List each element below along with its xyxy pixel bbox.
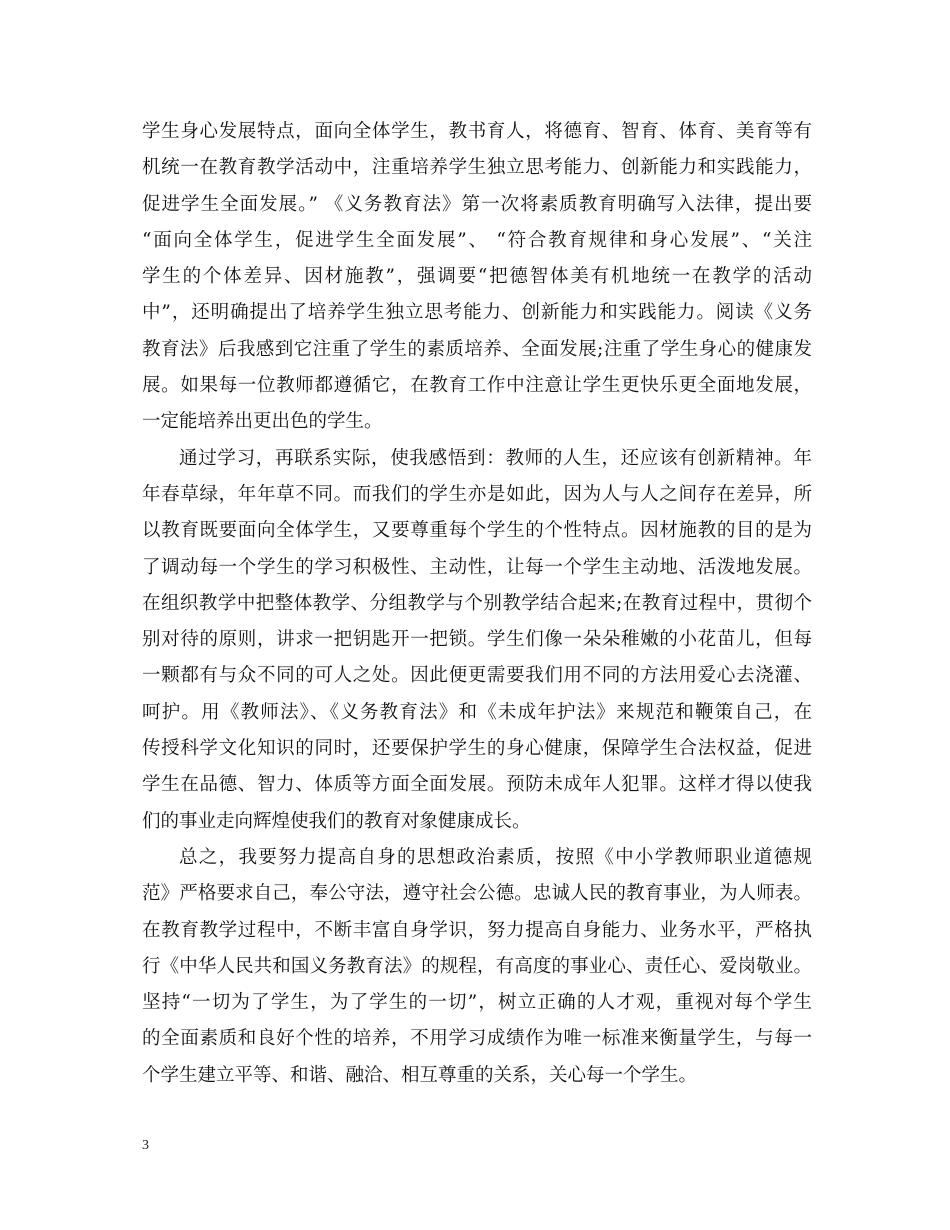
text-line: “面向全体学生，促进学生全面发展”、 “符合教育规律和身心发展”、“关注 xyxy=(142,229,812,251)
text-line: 促进学生全面发展。” 《义务教育法》第一次将素质教育明确写入法律，提出要 xyxy=(142,193,812,215)
text-line: 呵护。用《教师法》、《义务教育法》和《未成年护法》来规范和鞭策自己，在 xyxy=(142,701,812,723)
text-line: 中”，还明确提出了培养学生独立思考能力、创新能力和实践能力。阅读《义务 xyxy=(142,302,812,324)
text-line: 展。如果每一位教师都遵循它，在教育工作中注意让学生更快乐更全面地发展， xyxy=(142,375,812,397)
body-text xyxy=(142,114,812,1094)
text-line: 学生身心发展特点，面向全体学生，教书育人，将德育、智育、体育、美育等有 xyxy=(142,121,812,142)
text-line: 了调动每一个学生的学习积极性、主动性，让每一个学生主动地、活泼地发展。 xyxy=(142,556,812,578)
text-line: 范》严格要求自己，奉公守法，遵守社会公德。忠诚人民的教育事业，为人师表。 xyxy=(142,883,812,905)
text-line: 教育法》后我感到它注重了学生的素质培养、全面发展;注重了学生身心的健康发 xyxy=(142,338,812,360)
text-line: 一颗都有与众不同的可人之处。因此便更需要我们用不同的方法用爱心去浇灌、 xyxy=(142,665,812,687)
text-line: 行《中华人民共和国义务教育法》的规程，有高度的事业心、责任心、爱岗敬业。 xyxy=(142,955,812,977)
text-line: 通过学习，再联系实际，使我感悟到：教师的人生，还应该有创新精神。年 xyxy=(179,447,812,469)
text-line: 传授科学文化知识的同时，还要保护学生的身心健康，保障学生合法权益，促进 xyxy=(142,738,812,760)
text-line: 学生的个体差异、因材施教”，强调要“把德智体美有机地统一在教学的活动 xyxy=(142,266,812,288)
text-line: 学生在品德、智力、体质等方面全面发展。预防未成年人犯罪。这样才得以使我 xyxy=(142,774,812,796)
text-line: 年春草绿，年年草不同。而我们的学生亦是如此，因为人与人之间存在差异，所 xyxy=(142,483,812,505)
text-line: 的全面素质和良好个性的培养，不用学习成绩作为唯一标准来衡量学生，与每一 xyxy=(142,1028,812,1050)
text-line: 别对待的原则，讲求一把钥匙开一把锁。学生们像一朵朵稚嫩的小花苗儿，但每 xyxy=(142,629,812,651)
text-line: 在教育教学过程中，不断丰富自身学识，努力提高自身能力、业务水平，严格执 xyxy=(142,919,812,941)
text-line: 一定能培养出更出色的学生。 xyxy=(142,411,383,433)
text-line: 总之，我要努力提高自身的思想政治素质，按照《中小学教师职业道德规 xyxy=(179,846,812,868)
text-line: 坚持“一切为了学生，为了学生的一切”，树立正确的人才观，重视对每个学生 xyxy=(142,992,812,1014)
text-line: 个学生建立平等、和谐、融洽、相互尊重的关系，关心每一个学生。 xyxy=(142,1064,698,1086)
text-line: 在组织教学中把整体教学、分组教学与个别教学结合起来;在教育过程中，贯彻个 xyxy=(142,592,812,614)
text-line: 机统一在教育教学活动中，注重培养学生独立思考能力、创新能力和实践能力， xyxy=(142,157,812,179)
text-line: 以教育既要面向全体学生，又要尊重每个学生的个性特点。因材施教的目的是为 xyxy=(142,520,812,542)
text-line: 们的事业走向辉煌使我们的教育对象健康成长。 xyxy=(142,810,531,832)
page-number: 3 xyxy=(142,1138,149,1153)
